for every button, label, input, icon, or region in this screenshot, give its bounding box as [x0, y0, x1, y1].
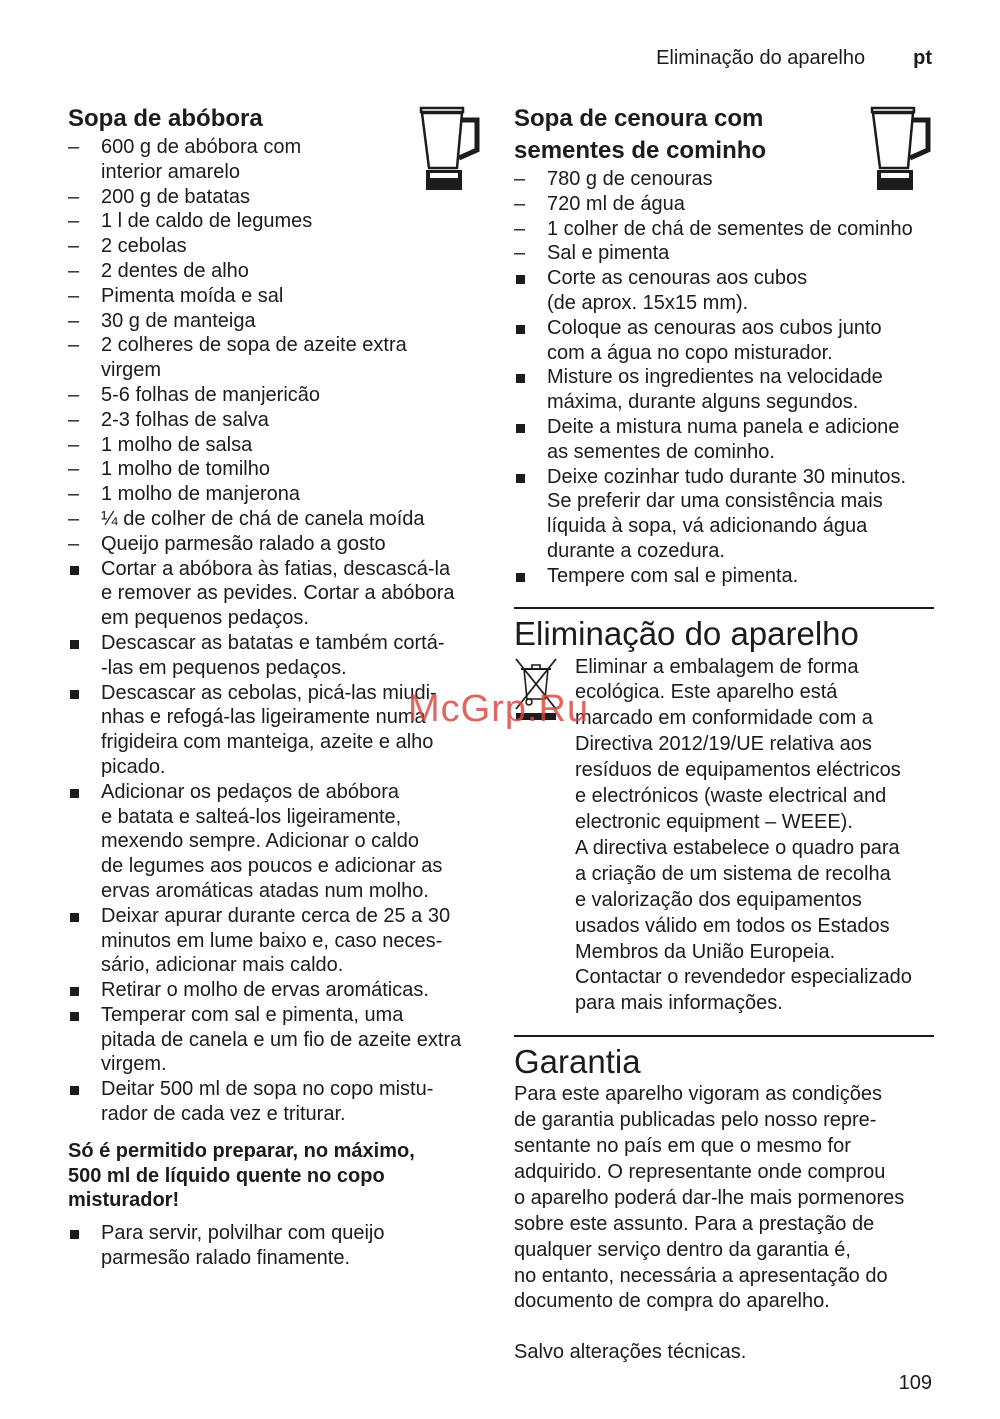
- list-item-text: 2 cebolas: [101, 235, 187, 258]
- list-item: [514, 564, 934, 589]
- list-item: [68, 209, 483, 234]
- list-item: [514, 415, 934, 465]
- warranty-section-title: Garantia: [514, 1043, 641, 1081]
- dash-bullet: –: [514, 192, 526, 215]
- list-item-text: ¼ de colher de chá de canela moída: [101, 507, 425, 530]
- dash-bullet: –: [68, 235, 80, 258]
- list-item-text: 200 g de batatas: [101, 185, 251, 208]
- dash-bullet: –: [514, 217, 526, 240]
- list-item-text: 1 colher de chá de sementes de cominho: [547, 217, 913, 240]
- list-item-text: Adicionar os pedaços de abóbora e batata e salteá-los ligeiramente, mexendo sempre. Adicionar o caldo de legumes aos poucos e adicionar as ervas aromáticas atadas num molho.: [101, 780, 443, 902]
- list-item-text: Tempere com sal e pimenta.: [547, 564, 799, 587]
- dash-bullet: –: [68, 210, 80, 233]
- pumpkin-soup-list: [68, 135, 483, 1127]
- list-item-text: Temperar com sal e pimenta, uma pitada de canela e um fio de azeite extra virgem.: [101, 1003, 462, 1076]
- list-item-text: Deixe cozinhar tudo durante 30 minutos. Se preferir dar uma consistência mais líquida à sopa, vá adicionando água durante a cozedura.: [547, 465, 907, 562]
- right-column: [514, 103, 934, 1366]
- list-item-text: Deite a mistura numa panela e adicione as sementes de cominho.: [547, 415, 900, 463]
- list-item-text: Sal e pimenta: [547, 242, 670, 265]
- list-item-text: Coloque as cenouras aos cubos junto com a água no copo misturador.: [547, 316, 882, 364]
- technical-changes-note: Salvo alterações técnicas.: [514, 1341, 747, 1364]
- list-item: [68, 433, 483, 458]
- running-header: [656, 47, 932, 70]
- list-item-text: 1 molho de tomilho: [101, 458, 270, 481]
- dash-bullet: –: [68, 458, 80, 481]
- list-item: [68, 234, 483, 259]
- list-item: [68, 383, 483, 408]
- dash-bullet: –: [514, 168, 526, 190]
- list-item-text: Deitar 500 ml de sopa no copo mistu- rador de cada vez e triturar.: [101, 1078, 434, 1126]
- list-item: [68, 333, 483, 383]
- list-item: [68, 309, 483, 334]
- watermark: McGrp.Ru: [408, 688, 590, 730]
- hot-liquid-warning: Só é permitido preparar, no máximo, 500 ml de líquido quente no copo misturador!: [68, 1139, 415, 1212]
- list-item: [68, 259, 483, 284]
- carrot-soup-title: Sopa de cenoura com sementes de cominho: [514, 105, 767, 164]
- dash-bullet: –: [68, 334, 80, 357]
- dash-bullet: –: [68, 433, 80, 456]
- list-item-text: Deixar apurar durante cerca de 25 a 30 minutos em lume baixo e, caso neces- sário, adicionar mais caldo.: [101, 904, 451, 977]
- list-item: [514, 465, 934, 564]
- list-item: [68, 482, 483, 507]
- list-item: [514, 365, 934, 415]
- list-item: [68, 1221, 483, 1271]
- list-item-text: Queijo parmesão ralado a gosto: [101, 532, 386, 555]
- list-item-text: 30 g de manteiga: [101, 309, 256, 332]
- page-number: 109: [898, 1372, 932, 1394]
- carrot-soup-heading-block: [514, 103, 934, 167]
- list-item: [68, 1077, 483, 1127]
- list-item: [68, 185, 483, 210]
- list-item: [68, 532, 483, 557]
- list-item-text: Cortar a abóbora às fatias, descascá-la e remover as pevides. Cortar a abóbora em pequenos pedaços.: [101, 557, 455, 630]
- list-item: [68, 408, 483, 433]
- list-item: [68, 1003, 483, 1077]
- list-item-text: Misture os ingredientes na velocidade máxima, durante alguns segundos.: [547, 366, 883, 414]
- list-item-text: 2 colheres de sopa de azeite extra virgem: [101, 334, 407, 382]
- dash-bullet: –: [68, 483, 80, 506]
- dash-bullet: –: [68, 284, 80, 307]
- list-item-text: Para servir, polvilhar com queijo parmesão ralado finamente.: [101, 1222, 385, 1270]
- list-item-text: 2-3 folhas de salva: [101, 408, 269, 431]
- list-item: [68, 557, 483, 631]
- dash-bullet: –: [68, 383, 80, 406]
- list-item-text: Descascar as batatas e também cortá- -las em pequenos pedaços.: [101, 631, 445, 679]
- dash-bullet: –: [68, 532, 80, 555]
- pumpkin-soup-serving-list: [68, 1221, 483, 1271]
- list-item-text: 1 molho de salsa: [101, 433, 253, 456]
- list-item: [68, 135, 483, 185]
- list-item-text: Descascar as cebolas, picá-las miudi- nhas e refogá-las ligeiramente numa frigideira com manteiga, azeite e alho picado.: [101, 681, 437, 778]
- left-column: [68, 103, 483, 1271]
- list-item: [514, 266, 934, 316]
- dash-bullet: –: [68, 259, 80, 282]
- list-item: [68, 978, 483, 1003]
- list-item-text: Corte as cenouras aos cubos (de aprox. 15x15 mm).: [547, 267, 808, 314]
- list-item: [514, 192, 934, 217]
- disposal-section-title: Eliminação do aparelho: [514, 614, 859, 652]
- list-item: [514, 167, 934, 192]
- list-item-text: Pimenta moída e sal: [101, 284, 284, 307]
- section-divider: [514, 1035, 934, 1037]
- pumpkin-soup-heading-block: [68, 103, 483, 135]
- list-item: [514, 217, 934, 242]
- list-item: [68, 507, 483, 532]
- header-section-title: Eliminação do aparelho: [656, 47, 866, 69]
- list-item: [68, 631, 483, 681]
- list-item-text: 1 molho de manjerona: [101, 483, 301, 506]
- dash-bullet: –: [68, 408, 80, 431]
- list-item-text: 2 dentes de alho: [101, 259, 249, 282]
- list-item-text: 5-6 folhas de manjericão: [101, 383, 321, 406]
- dash-bullet: –: [68, 507, 80, 530]
- list-item-text: 600 g de abóbora com interior amarelo: [101, 136, 302, 183]
- list-item: [68, 284, 483, 309]
- list-item-text: 780 g de cenouras: [547, 168, 713, 190]
- section-divider: [514, 607, 934, 609]
- dash-bullet: –: [68, 136, 80, 158]
- list-item: [68, 904, 483, 978]
- header-language-code: pt: [913, 47, 932, 69]
- list-item-text: Retirar o molho de ervas aromáticas.: [101, 979, 429, 1002]
- list-item-text: 720 ml de água: [547, 192, 685, 215]
- dash-bullet: –: [68, 309, 80, 332]
- dash-bullet: –: [514, 242, 526, 265]
- disposal-text: Eliminar a embalagem de forma ecológica. Este aparelho está marcado em conformidade com a Directiva 2012/19/UE relativa aos resíduos de equipamentos eléctricos e electrónicos (waste electrical and electronic equipment – WEEE). A directiva estabelece o quadro para a criação de um sistema de recolha e valorização dos equipamentos usados válido em todos os Estados Membros da União Europeia. Contactar o revendedor especializado para mais informações.: [575, 655, 912, 1015]
- dash-bullet: –: [68, 185, 80, 208]
- list-item: [514, 241, 934, 266]
- warranty-text: Para este aparelho vigoram as condições de garantia publicadas pelo nosso repre- sentante no país em que o mesmo for adquirido. O representante onde comprou o aparelho poderá dar-lhe mais pormenores sobre este assunto. Para a prestação de qualquer serviço dentro da garantia é, no entanto, necessária a apresentação do documento de compra do aparelho.: [514, 1083, 905, 1313]
- pumpkin-soup-title: Sopa de abóbora: [68, 105, 263, 132]
- list-item: [68, 457, 483, 482]
- list-item: [68, 780, 483, 904]
- carrot-soup-list: [514, 167, 934, 589]
- list-item: [514, 316, 934, 366]
- list-item-text: 1 l de caldo de legumes: [101, 210, 313, 233]
